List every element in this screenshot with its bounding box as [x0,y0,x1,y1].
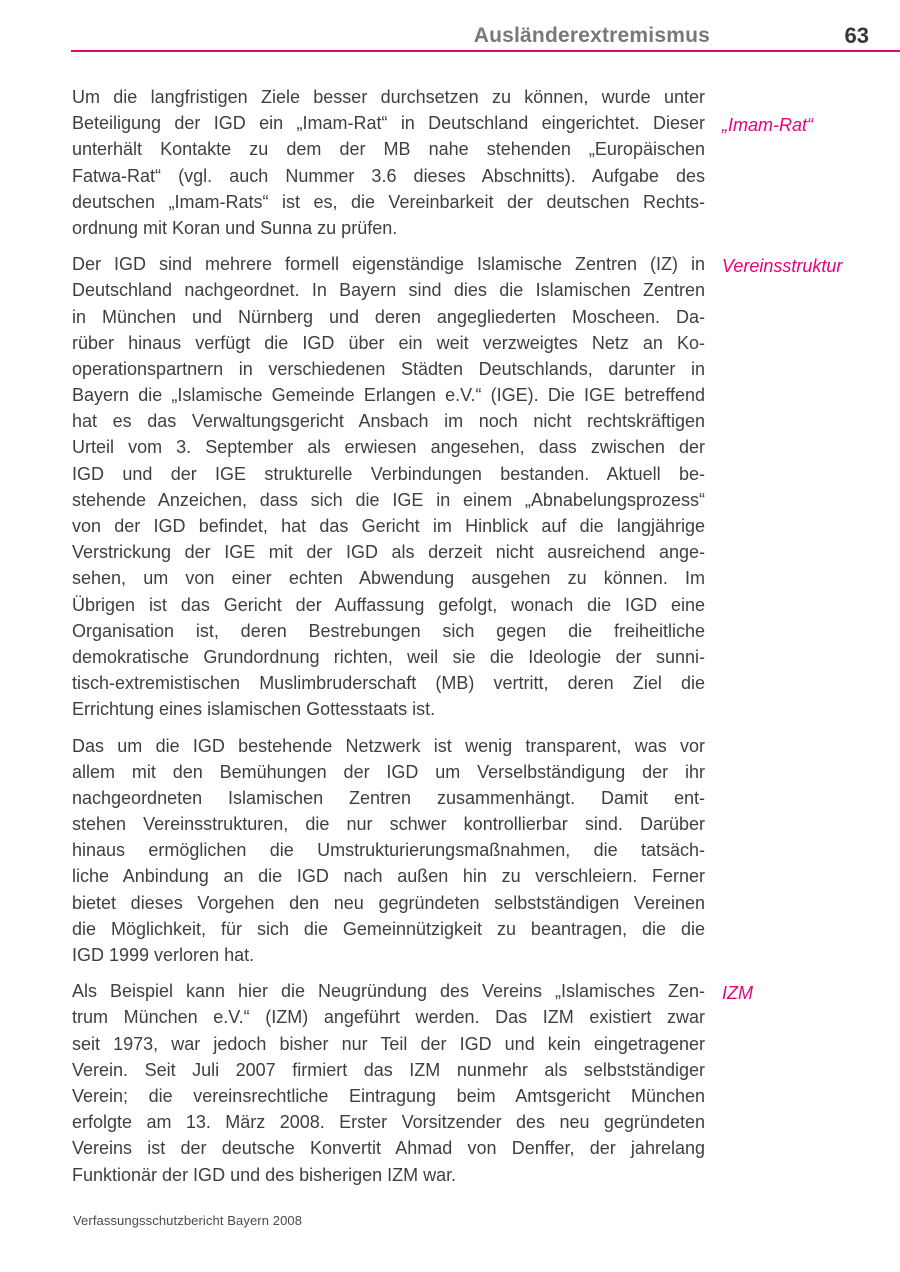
body-text-line: Urteil vom 3. September als erwiesen angesehen, dass zwischen der [72,437,705,458]
body-text-line: die Möglichkeit, für sich die Gemeinnützigkeit zu beantragen, die die [72,918,705,939]
body-text-line: Übrigen ist das Gericht der Auffassung gefolgt, wonach die IGD eine [72,594,705,615]
paragraph [72,733,705,969]
body-text-column [72,84,843,1198]
paragraph [72,251,843,722]
body-text-line: erfolgte am 13. März 2008. Erster Vorsitzender des neu gegründeten [72,1112,705,1133]
body-text-line: von der IGD befindet, hat das Gericht im Hinblick auf die langjährige [72,516,705,536]
body-text-line: Funktionär der IGD und des bisherigen IZM war. [72,1164,457,1185]
body-text-line: IGD 1999 verloren hat. [72,945,255,965]
body-text-line: Der IGD sind mehrere formell eigenständige Islamische Zentren (IZ) in [72,254,705,275]
body-text-line: stehende Anzeichen, dass sich die IGE in einem „Abnabelungsprozess“ [72,489,705,510]
body-text-line: stehen Vereinsstrukturen, die nur schwer kontrollierbar sind. Darüber [72,814,705,835]
body-text-line: Das um die IGD bestehende Netzwerk ist wenig transparent, was vor [72,735,705,756]
page-number: 63 [844,23,869,48]
body-text-line: bietet dieses Vorgehen den neu gegründeten selbstständigen Vereinen [72,892,705,913]
body-text-line: operationspartnern in verschiedenen Städten Deutschlands, darunter in [72,358,705,379]
body-text-line: seit 1973, war jedoch bisher nur Teil der IGD und kein eingetragener [72,1033,705,1054]
body-text-line: hat es das Verwaltungsgericht Ansbach im noch nicht rechtskräftigen [72,411,705,432]
header-rule [71,50,900,52]
body-text-line: deutschen „Imam-Rats“ ist es, die Vereinbarkeit der deutschen Rechts- [72,191,705,212]
body-text-line: Bayern die „Islamische Gemeinde Erlangen e.V.“ (IGE). Die IGE betreffend [72,385,705,406]
margin-note: Vereinsstruktur [722,256,843,277]
margin-note: „Imam-Rat“ [722,115,813,136]
footer-report-title: Verfassungsschutzbericht Bayern 2008 [73,1213,303,1228]
body-text-line: Fatwa-Rat“ (vgl. auch Nummer 3.6 dieses Abschnitts). Aufgabe des [72,165,705,186]
body-text-line: allem mit den Bemühungen der IGD um Verselbständigung der ihr [72,761,705,782]
body-text-line: in München und Nürnberg und deren angegliederten Moscheen. Da- [72,306,705,327]
body-text-line: unterhält Kontakte zu dem der MB nahe stehenden „Europäischen [72,139,705,160]
body-text-line: Als Beispiel kann hier die Neugründung des Vereins „Islamisches Zen- [72,981,705,1002]
body-text-line: Verstrickung der IGE mit der IGD als derzeit nicht ausreichend ange- [72,542,705,563]
body-text-line: Vereins ist der deutsche Konvertit Ahmad von Denffer, der jahrelang [72,1138,705,1159]
body-text-line: Verein; die vereinsrechtliche Eintragung beim Amtsgericht München [72,1085,705,1106]
body-text-line: rüber hinaus verfügt die IGD über ein weit verzweigtes Netz an Ko- [72,332,705,353]
body-text-line: nachgeordneten Islamischen Zentren zusammenhängt. Damit ent- [72,787,705,808]
margin-note: IZM [722,983,753,1004]
body-text-line: Deutschland nachgeordnet. In Bayern sind dies die Islamischen Zentren [72,280,705,301]
body-text-line: tisch-extremistischen Muslimbruderschaft (MB) vertritt, deren Ziel die [72,673,705,694]
paragraph [72,84,813,241]
body-text-line: Organisation ist, deren Bestrebungen sich gegen die freiheitliche [72,620,705,641]
body-text-line: ordnung mit Koran und Sunna zu prüfen. [72,217,398,238]
header-section-title: Ausländerextremismus [473,24,710,47]
body-text-line: Errichtung eines islamischen Gottesstaats ist. [72,699,436,720]
body-text-line: hinaus ermöglichen die Umstrukturierungsmaßnahmen, die tatsäch- [72,840,705,861]
body-text-line: demokratische Grundordnung richten, weil sie die Ideologie der sunni- [72,646,705,667]
body-text-line: IGD und der IGE strukturelle Verbindungen bestanden. Aktuell be- [72,463,705,484]
body-text-line: trum München e.V.“ (IZM) angeführt werden. Das IZM existiert zwar [72,1007,705,1028]
body-text-line: Beteiligung der IGD ein „Imam-Rat“ in Deutschland eingerichtet. Dieser [72,113,705,134]
body-text-line: sehen, um von einer echten Abwendung ausgehen zu können. Im [72,568,705,589]
body-text-line: liche Anbindung an die IGD nach außen hin zu verschleiern. Ferner [72,866,705,887]
body-text-line: Verein. Seit Juli 2007 firmiert das IZM nunmehr als selbstständiger [72,1059,705,1080]
body-text-line: Um die langfristigen Ziele besser durchsetzen zu können, wurde unter [72,87,705,107]
paragraph [72,978,753,1188]
